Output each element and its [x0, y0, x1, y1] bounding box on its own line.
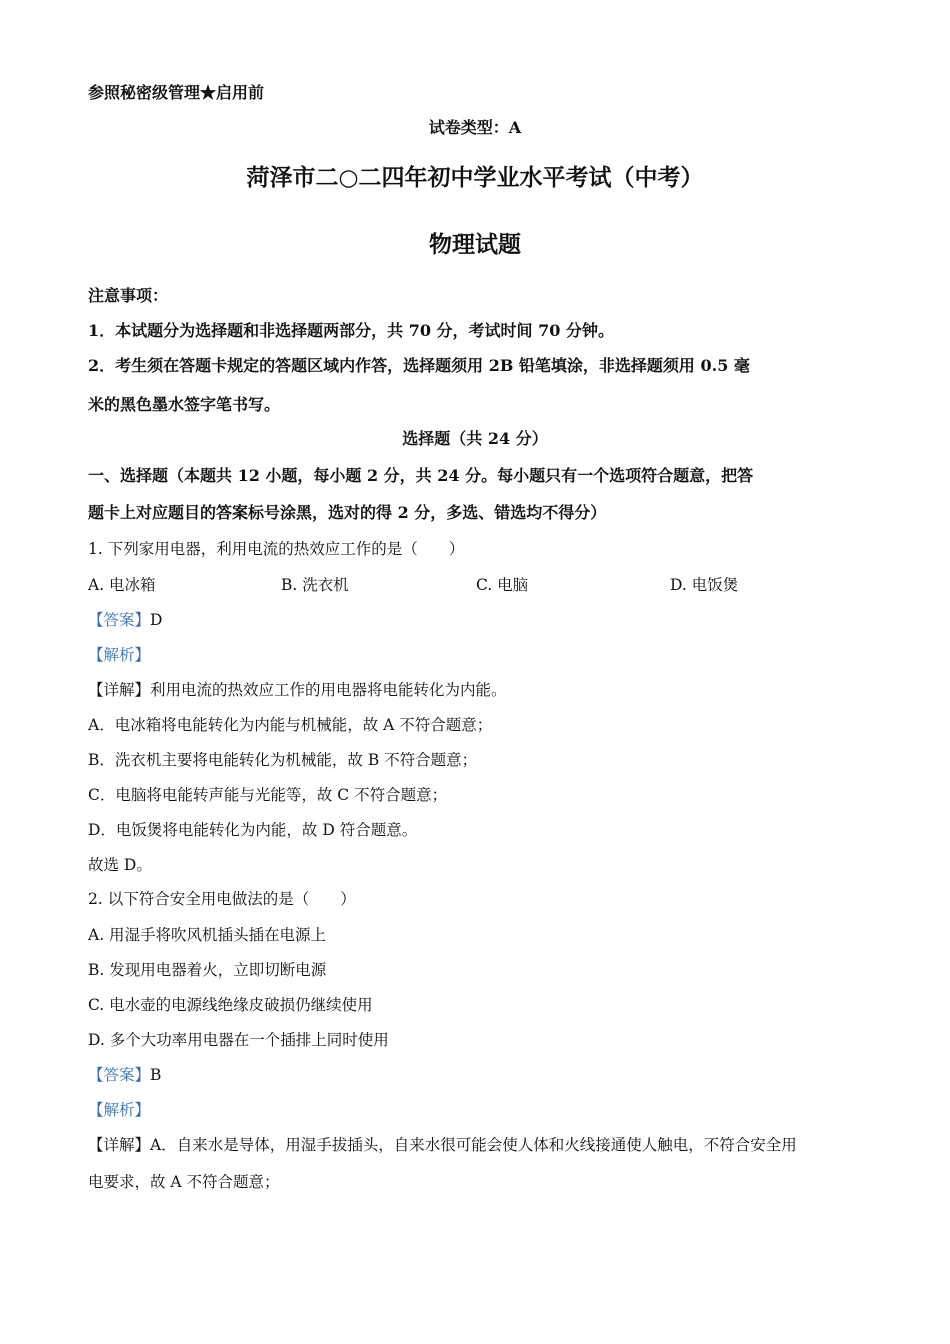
q2-analysis-tag: 【解析】	[88, 1101, 151, 1119]
q1-detail	[88, 679, 507, 701]
notes-item-1: 1．本试题分为选择题和非选择题两部分，共 70 分，考试时间 70 分钟。	[88, 321, 614, 340]
paper-type: 试卷类型：A	[428, 118, 522, 137]
exam-subtitle: 物理试题	[429, 231, 521, 258]
notes-heading: 注意事项：	[88, 286, 169, 305]
q1-explanation-b: B．洗衣机主要将电能转化为机械能，故 B 不符合题意；	[88, 751, 478, 769]
notes-item-2-line-1: 2．考生须在答题卡规定的答题区域内作答，选择题须用 2B 铅笔填涂，非选择题须用 0.5 毫	[88, 356, 750, 375]
q2-answer-value: B	[150, 1066, 162, 1084]
q2-option-b: B. 发现用电器着火，立即切断电源	[88, 961, 327, 979]
q1-answer-value: D	[150, 611, 163, 629]
q2-detail-line-1	[88, 1134, 797, 1156]
q2-detail-text: A．自来水是导体，用湿手拔插头，自来水很可能会使人体和火线接通使人触电，不符合安全用	[150, 1136, 797, 1154]
q2-detail-line-2: 电要求，故 A 不符合题意；	[88, 1173, 280, 1191]
q1-option-d: D. 电饭煲	[670, 576, 739, 594]
section-title: 选择题（共 24 分）	[402, 429, 548, 448]
q1-conclusion: 故选 D。	[88, 856, 152, 874]
q1-stem: 1. 下列家用电器，利用电流的热效应工作的是（ ）	[88, 540, 465, 558]
q1-option-a: A. 电冰箱	[88, 576, 156, 594]
q2-option-a: A. 用湿手将吹风机插头插在电源上	[88, 926, 327, 944]
q2-option-d: D. 多个大功率用电器在一个插排上同时使用	[88, 1031, 389, 1049]
q1-detail-tag: 【详解】	[88, 681, 151, 699]
q1-analysis-tag: 【解析】	[88, 646, 151, 664]
section-instruction-line-1: 一、选择题（本题共 12 小题，每小题 2 分，共 24 分。每小题只有一个选项符合题意，把答	[88, 466, 754, 485]
q1-option-b: B. 洗衣机	[281, 576, 349, 594]
q1-explanation-a: A．电冰箱将电能转化为内能与机械能，故 A 不符合题意；	[88, 716, 493, 734]
q1-explanation-d: D．电饭煲将电能转化为内能，故 D 符合题意。	[88, 821, 418, 839]
section-instruction-line-2: 题卡上对应题目的答案标号涂黑，选对的得 2 分，多选、错选均不得分）	[88, 503, 607, 522]
q2-detail-tag: 【详解】	[88, 1136, 151, 1154]
q2-answer	[88, 1064, 161, 1086]
q1-option-c: C. 电脑	[476, 576, 529, 594]
q1-detail-text: 利用电流的热效应工作的用电器将电能转化为内能。	[150, 681, 507, 699]
q1-explanation-c: C．电脑将电能转声能与光能等，故 C 不符合题意；	[88, 786, 448, 804]
q2-answer-tag: 【答案】	[88, 1066, 151, 1084]
notes-item-2-line-2: 米的黑色墨水签字笔书写。	[88, 395, 281, 414]
q2-option-c: C. 电水壶的电源线绝缘皮破损仍继续使用	[88, 996, 373, 1014]
q1-answer	[88, 609, 162, 631]
q2-stem: 2. 以下符合安全用电做法的是（ ）	[88, 890, 356, 908]
exam-title: 菏泽市二○二四年初中学业水平考试（中考）	[246, 164, 704, 191]
secrecy-label: 参照秘密级管理★启用前	[88, 83, 265, 102]
q1-answer-tag: 【答案】	[88, 611, 151, 629]
